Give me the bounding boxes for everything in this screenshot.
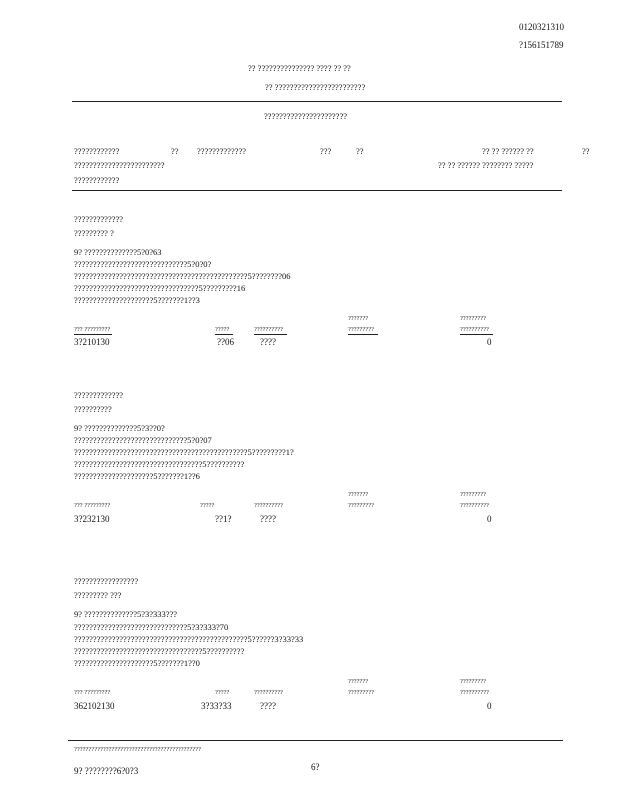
document-title-line-2: ?? ???????????????????????? — [265, 82, 366, 92]
record-line: ??????????????????????????????????????????????5????????06 — [74, 271, 291, 281]
info-label-7: ?? — [582, 146, 590, 156]
table-column-header: ?????????? — [254, 502, 283, 509]
record-subheading: ?????????? — [74, 404, 112, 414]
table-header-top: ??????? — [348, 491, 369, 498]
record-line: 9? ??????????????5?3??0? — [74, 423, 165, 433]
document-code-2: ?156151789 — [519, 40, 564, 50]
info-label-1: ???????????? — [74, 146, 120, 156]
header-rule — [72, 101, 562, 102]
table-header-top: ????????? — [460, 678, 486, 685]
table-column-header: ????????? — [348, 689, 374, 696]
record-heading: ????????????? — [74, 214, 124, 224]
record-line: ??????????????????????????????????????????????5?????????1? — [74, 447, 294, 457]
info-label-4: ??? — [320, 146, 332, 156]
record-line: ??????????????????????????????????????????????5??????3?33?33 — [74, 634, 304, 644]
table-column-header: ?????????? — [460, 326, 493, 335]
record-heading: ????????????? — [74, 390, 124, 400]
record-line: ?????????????????????5???????1??6 — [74, 471, 200, 481]
info-label-6: ?? ?? ?????? ?? — [482, 146, 534, 156]
table-column-header: ??? ????????? — [74, 326, 111, 333]
table-header-top: ??????? — [348, 315, 369, 322]
record-subheading: ????????? ??? — [74, 590, 122, 600]
table-cell: 3?33?33 — [201, 701, 232, 711]
footer-rule — [68, 740, 563, 741]
info-label-2: ?? — [171, 146, 179, 156]
document-title-line-1: ?? ??????????????? ???? ?? ?? — [248, 63, 351, 73]
table-cell: ??06 — [217, 337, 234, 347]
table-column-header: ????? — [215, 689, 230, 696]
table-column-header: ??? ????????? — [74, 689, 111, 696]
record-line: ??????????????????????????????????5?????????? — [74, 459, 245, 469]
record-line: ??????????????????????????????????5?????????? — [74, 646, 245, 656]
table-cell: 0 — [487, 701, 492, 711]
info-line-2: ???????????????????????? — [74, 160, 165, 170]
table-header-top: ????????? — [460, 315, 486, 322]
table-cell: ???? — [260, 514, 276, 524]
table-cell: 0 — [487, 337, 492, 347]
record-line: ??????????????????????????????5?3?333?70 — [74, 622, 229, 632]
table-column-header: ?????????? — [254, 689, 283, 696]
table-header-top: ????????? — [460, 491, 486, 498]
footer-note: ???????????????????????????????????????????? — [74, 746, 201, 753]
document-subtitle: ?????????????????????? — [264, 111, 347, 121]
info-line-3: ???????????? — [74, 175, 120, 185]
info-label-5: ?? — [356, 146, 364, 156]
record-line: 9? ??????????????5?3?333??? — [74, 609, 178, 619]
record-heading: ????????????????? — [74, 576, 139, 586]
table-column-header: ????? — [200, 502, 215, 509]
table-cell: 362102130 — [74, 701, 115, 711]
footer-reference: 9? ????????6?0?3 — [74, 766, 139, 776]
record-line: ?????????????????????5???????1??3 — [74, 295, 200, 305]
table-column-header: ??? ????????? — [74, 502, 111, 509]
table-cell: ???? — [260, 337, 276, 347]
record-line: ?????????????????????????????????5?????????16 — [74, 283, 246, 293]
record-line: ?????????????????????5???????1??0 — [74, 658, 200, 668]
document-code-1: 0120321310 — [519, 22, 564, 32]
table-column-header: ?????????? — [460, 502, 489, 509]
record-line: ??????????????????????????????5?0?0? — [74, 259, 212, 269]
table-header-top: ??????? — [348, 678, 369, 685]
record-line: ??????????????????????????????5?0?07 — [74, 435, 212, 445]
page-number: 6? — [311, 762, 320, 772]
table-column-header: ????? — [215, 326, 233, 335]
info-line-2-right: ?? ?? ?????? ???????? ????? — [438, 160, 534, 170]
info-label-3: ????????????? — [197, 146, 247, 156]
info-rule — [72, 190, 562, 191]
table-cell: 3?232130 — [74, 514, 110, 524]
table-cell: 3?210130 — [74, 337, 110, 347]
table-column-header: ????????? — [348, 326, 378, 335]
table-column-header: ?????????? — [254, 326, 287, 335]
table-column-header: ????????? — [348, 502, 374, 509]
table-cell: 0 — [487, 514, 492, 524]
table-cell: ??1? — [215, 514, 232, 524]
record-line: 9? ??????????????5?0?63 — [74, 247, 162, 257]
record-subheading: ????????? ? — [74, 228, 114, 238]
table-column-header: ?????????? — [460, 689, 489, 696]
table-cell: ???? — [260, 701, 276, 711]
